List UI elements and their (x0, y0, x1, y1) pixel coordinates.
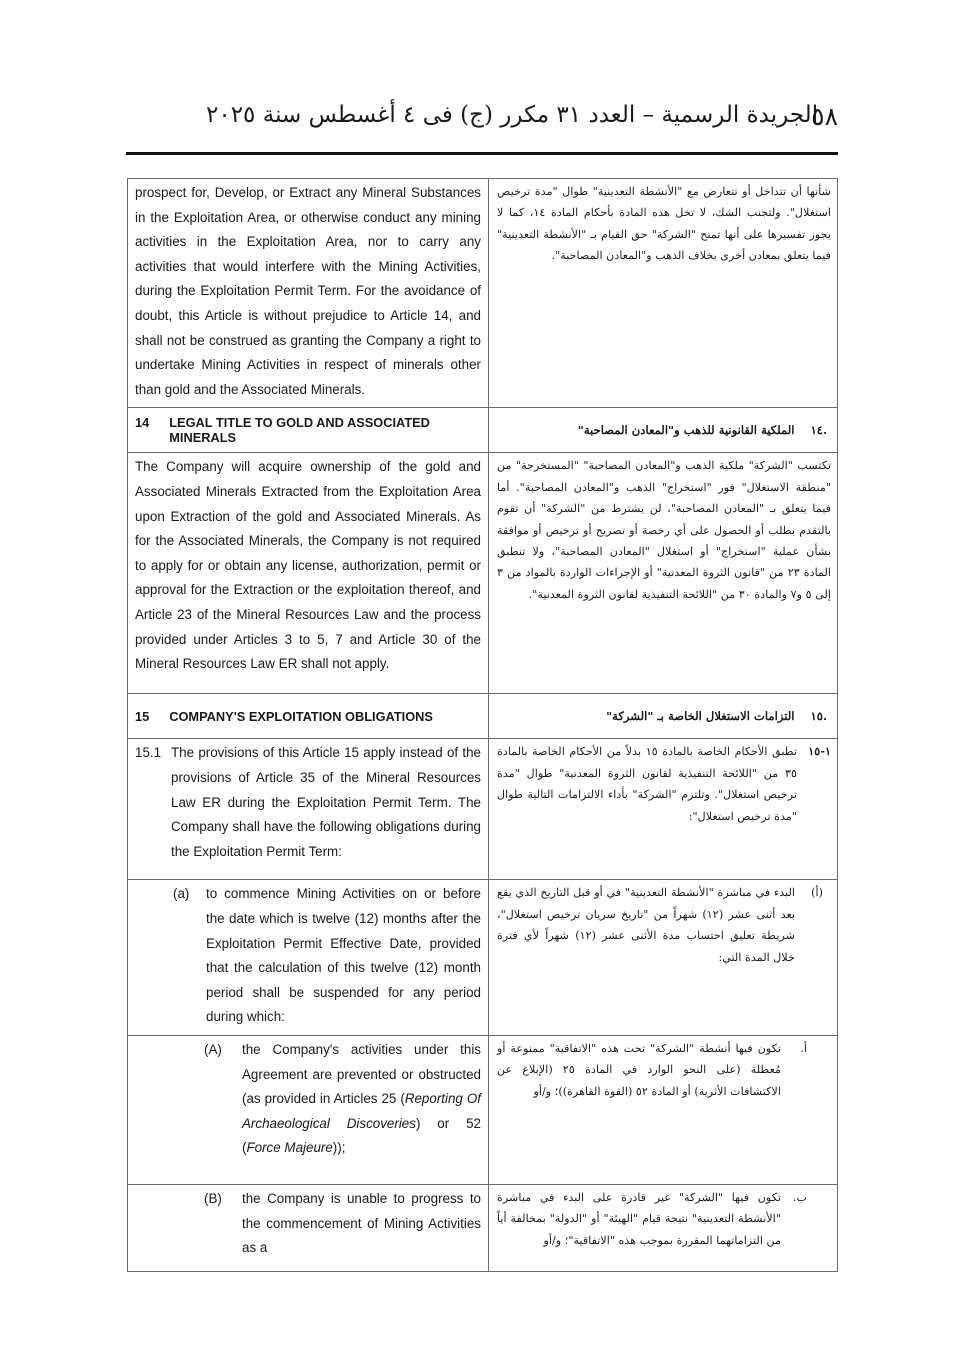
english-heading (128, 709, 488, 724)
clause-text: the Company's activities under this Agreement are prevented or obstructed (as provided in Articles 25 (Reporting Of Archaeological Discoveries) or 52 (Force Majeure)); (242, 1041, 481, 1156)
clause-number: 15.1 (135, 745, 162, 761)
bilingual-table (127, 178, 838, 1272)
section-heading-row (128, 408, 838, 453)
english-clause (128, 880, 488, 1035)
table-row (128, 1035, 838, 1184)
clause-number: ١-١٥ (808, 744, 831, 759)
arabic-cell: تكتسب "الشركة" ملكية الذهب و"المعادن المصاحبة" "المستخرجة" من "منطقة الاستغلال" فور "استخراج" الذهب و"المعادن المصاحبة". أما فيما يتعلق بـ "المعادن المصاحبة"، لن يشترط من "الشركة" أن تقوم بالتقدم بطلب أو الحصول على أي رخصة أو تصريح أو ترخيص أو موافقة بشأن عملية "استخراج" أو استغلال "المعادن المصاحبة"، ولا تنطبق المادة ٢٣ من "قانون الثروة المعدنية" أو الإجراءات الواردة بالمواد من ٣ إلى ٥ و٧ والمادة ٣٠ من "اللائحة التنفيذية لقانون الثروة المعدنية". (497, 459, 831, 601)
english-clause (128, 1036, 488, 1166)
arabic-clause (489, 880, 837, 973)
table-row (128, 739, 838, 880)
heading-number: 14 (135, 415, 150, 431)
heading-number: 15 (135, 708, 150, 724)
clause-text: البدء في مباشرة "الأنشطة التعدينية" في أو قبل التاريخ الذي يقع بعد أثنى عشر (١٢) شهراً من "تاريخ سريان ترخيص استغلال"، شريطة تعليق احتساب مدة الأثنى عشر (١٢) شهراً لأي فترة خلال المدة التي: (497, 886, 795, 964)
heading-title: الملكية القانونية للذهب و"المعادن المصاحبة" (577, 423, 795, 438)
clause-text: تكون فيها أنشطة "الشركة" تحت هذه "الاتفاقية" ممنوعة أو مُعطلة (على النحو الوارد في المادة ٢٥ (الإبلاغ عن الاكتشافات الأثرية) أو المادة ٥٢ (القوة القاهرة))؛ و/أو (497, 1041, 781, 1098)
clause-text: to commence Mining Activities on or before the date which is twelve (12) months after the Exploitation Permit Effective Date, provided that the calculation of this twelve (12) month period shall be suspended for any period during which: (206, 886, 481, 1025)
arabic-clause (489, 1185, 837, 1256)
heading-title: LEGAL TITLE TO GOLD AND ASSOCIATED MINERALS (169, 415, 430, 446)
clause-number: (أ) (811, 886, 823, 900)
clause-number: أ. (800, 1041, 807, 1055)
clause-text: The provisions of this Article 15 apply instead of the provisions of Article 35 of the Mineral Resources Law ER during the Exploitation Permit Term. The Company shall have the following obligations during the Exploitation Permit Term: (171, 745, 481, 859)
clause-number: (A) (204, 1041, 222, 1057)
english-cell: prospect for, Develop, or Extract any Mineral Substances in the Exploitation Area, or otherwise conduct any mining activities in the Exploitation Area, nor to carry any activities that would interfere with the Mining Activities, during the Exploitation Permit Term. For the avoidance of doubt, this Article is without prejudice to Article 14, and shall not be construed as granting the Company a right to undertake Mining Activities in respect of minerals other than gold and the Associated Minerals. (135, 185, 481, 397)
english-clause (128, 739, 488, 869)
page-header (126, 98, 838, 138)
clause-number: (B) (204, 1190, 222, 1206)
arabic-heading (489, 423, 837, 437)
section-heading-row (128, 694, 838, 739)
table-row (128, 179, 838, 408)
clause-text: تطبق الأحكام الخاصة بالمادة ١٥ بدلاً من الأحكام الخاصة بالمادة ٣٥ من "اللائحة التنفيذية لقانون الثروة المعدنية" طوال "مدة ترخيص استغلال". وتلتزم "الشركة" بأداء الالتزامات التالية طوال "مدة ترخيص استغلال": (497, 745, 798, 823)
arabic-clause (489, 1036, 837, 1107)
heading-number: .١٥ (810, 709, 827, 724)
english-clause (128, 1185, 488, 1266)
header-rule (126, 152, 838, 155)
heading-number: .١٤ (810, 423, 827, 438)
english-cell: The Company will acquire ownership of the gold and Associated Minerals Extracted from the Exploitation Area upon Extraction of the gold and Associated Minerals. As for the Associated Minerals, the Company is not required to apply for or obtain any license, authorization, permit or approval for the Extraction or the exploitation thereof, and Article 23 of the Mineral Resources Law and the process provided under Articles 3 to 5, 7 and Article 30 of the Mineral Resources Law ER shall not apply. (135, 459, 481, 672)
clause-text: the Company is unable to progress to the commencement of Mining Activities as a (242, 1190, 481, 1256)
arabic-heading (489, 709, 837, 723)
arabic-clause (489, 739, 837, 832)
clause-text: تكون فيها "الشركة" غير قادرة على البدء في مباشرة "الأنشطة التعدينية" نتيجة قيام "الهيئة" أو "الدولة" بمخالفة أياً من التزاماتهما المقررة بموجب هذه "الاتفاقية"؛ و/أو (497, 1190, 781, 1247)
heading-title: COMPANY'S EXPLOITATION OBLIGATIONS (169, 708, 433, 724)
arabic-cell: شأنها أن تتداخل أو تتعارض مع "الأنشطة التعدينية" طوال "مدة ترخيص استغلال". ولتجنب الشك، لا تخل هذه المادة بأحكام المادة ١٤، كما لا يجوز تفسيرها على أنها تمنح "الشركة" حق القيام بـ "الأنشطة التعدينية" فيما يتعلق بمعادن أخرى بخلاف الذهب و"المعادن المصاحبة". (497, 185, 831, 263)
gazette-title: الجريدة الرسمية – العدد ٣١ مكرر (ج) فى ٤ أغسطس سنة ٢٠٢٥ (206, 102, 819, 128)
table-row (128, 1184, 838, 1271)
heading-title: التزامات الاستغلال الخاصة بـ "الشركة" (606, 709, 795, 724)
table-row (128, 453, 838, 694)
page-number: ٥٨ (811, 102, 838, 131)
clause-number: (a) (173, 886, 190, 902)
english-heading (128, 415, 488, 445)
clause-number: ب. (792, 1190, 807, 1204)
table-row (128, 880, 838, 1036)
